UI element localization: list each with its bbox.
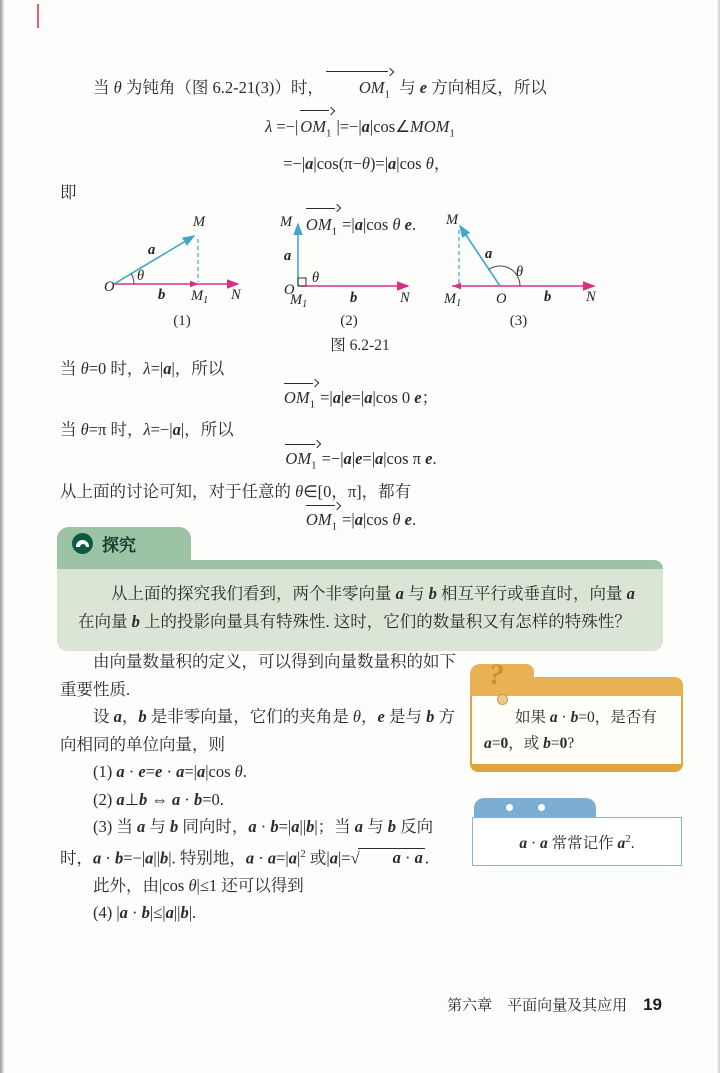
- right-angle-mark: [298, 278, 306, 286]
- formula-lambda-line2: =−|a|cos(π−θ)=|a|cos θ，: [283, 153, 451, 173]
- question-box-tab: [470, 658, 683, 696]
- case-theta-pi: 当 θ=π 时，λ=−|a|，所以: [60, 420, 234, 440]
- label-a: a: [284, 248, 292, 264]
- figure-3-svg: [426, 210, 611, 310]
- figure-3-tag: (3): [509, 313, 528, 329]
- note-box-tab: [474, 798, 596, 817]
- question-text: 如果 a · b=0，是否有 a=0，或 b=0?: [484, 709, 657, 752]
- explore-box: [57, 527, 663, 651]
- label-N: N: [231, 287, 241, 303]
- formula-om1-main: $OM_1 =|a|\cos$ θ e.: [60, 207, 660, 246]
- label-a: a: [485, 246, 493, 262]
- property-2: (2) a⊥b ⇔ a · b=0.: [93, 789, 224, 809]
- label-N: N: [586, 289, 596, 305]
- label-O: O: [104, 279, 115, 295]
- figure-caption: 图 6.2-21: [330, 337, 390, 354]
- explore-body: [57, 569, 663, 651]
- note-tab-dot-icon: [506, 804, 513, 811]
- explore-logo-icon: [72, 533, 93, 554]
- question-body: [470, 696, 683, 772]
- figure-6-2-21: [60, 210, 660, 355]
- properties-extra: 此外，由|cos θ|≤1 还可以得到: [93, 875, 304, 895]
- properties-intro: 由向量数量积的定义，可以得到向量数量积的如下重要性质.: [60, 652, 456, 699]
- note-box: [472, 798, 682, 866]
- explore-title: 探究: [102, 536, 136, 555]
- label-M1: $M_1$: [290, 292, 308, 310]
- label-b: b: [350, 290, 358, 306]
- figure-1-svg: [102, 210, 262, 310]
- properties-section: [60, 648, 463, 927]
- page-left-edge: [0, 0, 4, 1073]
- properties-setup: 设 a，b 是非零向量，它们的夹角是 θ，e 是与 b 方向相同的单位向量，则: [60, 707, 455, 754]
- formula-lambda-line1: λ =−| $OM_1$ $|=-|a|\cos\angle MOM_1$: [265, 109, 455, 148]
- explore-tab-strip: [57, 560, 663, 569]
- figure-3: [426, 210, 611, 330]
- label-M: M: [280, 214, 293, 230]
- property-1: (1) a · e=e · a=|a|cos θ.: [93, 762, 247, 781]
- question-box: [470, 658, 683, 772]
- question-tab-strip: [520, 677, 683, 696]
- paragraph-obtuse: 当 θ 为钝角（图 6.2-21(3)）时， $OM_1$ 与 e 方向相反，所以: [60, 70, 660, 109]
- label-M: M: [446, 212, 459, 228]
- note-tab-dot-icon: [538, 804, 545, 811]
- case-theta-0: 当 θ=0 时，λ=|a|，所以: [60, 359, 225, 378]
- label-M1: $M_1$: [191, 288, 209, 306]
- formula-theta-pi: $OM_1 =-|a|e=|a|\cos$ π e.: [60, 443, 660, 479]
- label-M: M: [193, 214, 206, 230]
- formula-theta-0: $OM_1 =|a|e=|a|\cos$ 0 e；: [60, 382, 660, 418]
- vector-a-line: [460, 226, 500, 286]
- figure-row: [60, 210, 660, 330]
- word-ji: 即: [60, 182, 77, 202]
- label-b: b: [544, 289, 552, 305]
- page-number: 19: [643, 995, 662, 1014]
- chapter-title: 第六章 平面向量及其应用: [447, 998, 628, 1014]
- projection-arrowhead: [453, 283, 462, 290]
- property-4: (4) |a · b|≤|a||b|.: [93, 903, 197, 922]
- label-O: O: [284, 282, 295, 298]
- page-corner-mark: [37, 4, 39, 28]
- label-theta: θ: [312, 270, 320, 286]
- derivation-cases-section: [60, 356, 660, 540]
- question-pin-icon: [497, 694, 508, 705]
- formula-general: $OM_1 =|a|\cos$ θ e.: [60, 504, 660, 540]
- question-mark-icon: ?: [489, 658, 504, 691]
- explore-tab: [57, 527, 191, 560]
- formula-lambda-block: [60, 109, 660, 177]
- note-text: a · a 常常记作 $a^2$.: [472, 817, 682, 866]
- figure-2: [274, 210, 424, 330]
- property-3: (3) 当 a 与 b 同向时，a · b=|a||b|；当 a 与 b 反向时，a · b=−|a||b|. 特别地，$a \cdot a=|a|^2$ 或|a|=√ a · a .: [60, 817, 434, 867]
- label-a: a: [148, 242, 156, 258]
- figure-2-svg: [274, 210, 424, 310]
- figure-1: [102, 210, 262, 330]
- label-N: N: [400, 290, 410, 306]
- page-footer: [447, 994, 662, 1015]
- label-theta: θ: [516, 264, 524, 280]
- label-theta: θ: [137, 268, 145, 284]
- label-O: O: [496, 291, 507, 307]
- figure-2-tag: (2): [340, 313, 358, 329]
- label-M1: $M_1$: [444, 291, 462, 309]
- explore-text: 从上面的探究我们看到，两个非零向量 a 与 b 相互平行或垂直时，向量 a 在向量 b 上的投影向量具有特殊性. 这时，它们的数量积又有怎样的特殊性？: [78, 584, 635, 631]
- conclusion-line: 从上面的讨论可知，对于任意的 θ∈[0，π]，都有: [60, 481, 412, 501]
- theta-arc: [131, 274, 134, 284]
- figure-1-tag: (1): [173, 313, 191, 329]
- label-b: b: [158, 287, 166, 303]
